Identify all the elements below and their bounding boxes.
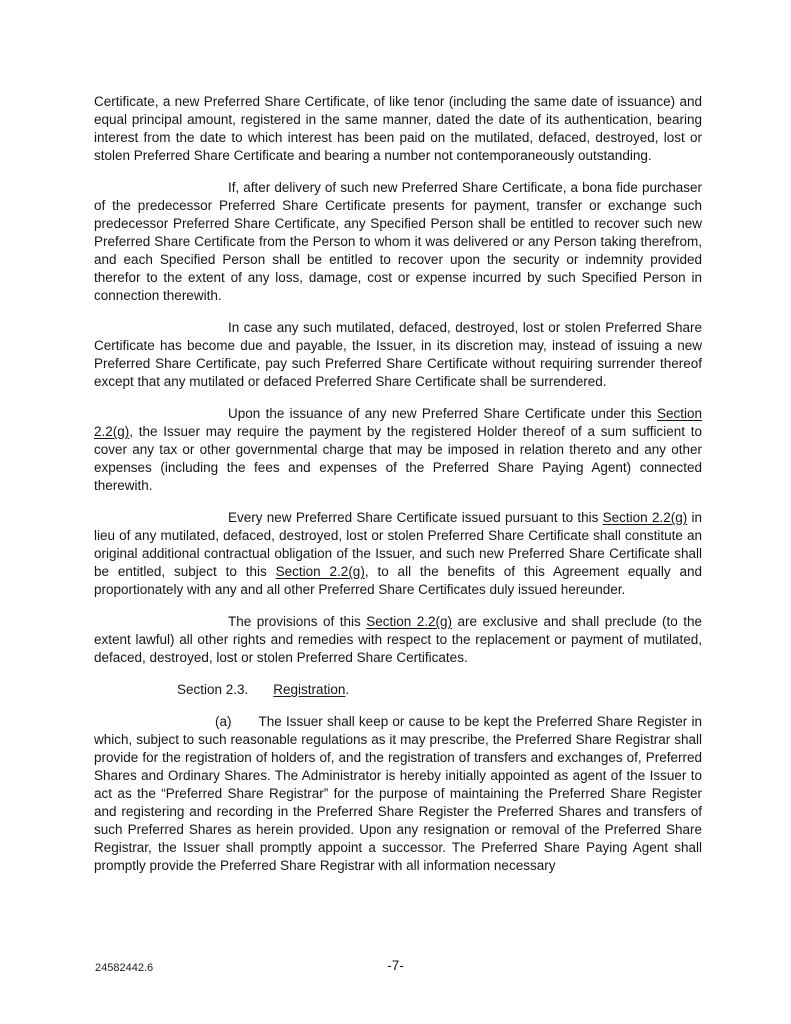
paragraph-text: , the Issuer may require the payment by the registered Holder thereof of a sum sufficient to cover any tax or other governmental charge that may be imposed in relation thereto and any other expenses (including the fees and expenses of the Preferred Share Paying Agent) connected therewith. [94, 424, 702, 493]
paragraph-a-registration [94, 713, 702, 875]
paragraph-text: in lieu of any mutilated, defaced, destroyed, lost or stolen Preferred Share Certificate shall constitute an original additional contractual obligation of the Issuer, and such new Preferred Share Certificate shall be entitled, subject to this [94, 510, 702, 579]
section-reference: Section 2.2(g) [366, 614, 453, 629]
page-footer [0, 958, 791, 978]
section-heading-number: Section 2.3. [177, 682, 249, 697]
paragraph-contractual-obligation [94, 509, 702, 599]
paragraph-text: Certificate, a new Preferred Share Certificate, of like tenor (including the same date of issuance) and equal principal amount, registered in the same manner, dated the date of its authentication, bearing interest from the date to which interest has been paid on the mutilated, defaced, destroyed, lost or stolen Preferred Share Certificate and bearing a number not contemporaneously outstanding. [94, 94, 702, 163]
subsection-label: (a) [215, 714, 232, 729]
paragraph-text: In case any such mutilated, defaced, destroyed, lost or stolen Preferred Share Certificate has become due and payable, the Issuer, in its discretion may, instead of issuing a new Preferred Share Certificate, pay such Preferred Share Certificate without requiring surrender thereof except that any mutilated or defaced Preferred Share Certificate shall be surrendered. [94, 320, 702, 389]
section-heading-title: Registration [273, 682, 346, 697]
paragraph-text: If, after delivery of such new Preferred Share Certificate, a bona fide purchaser of the predecessor Preferred Share Certificate presents for payment, transfer or exchange such predecessor Preferred Share Certificate, any Specified Person shall be entitled to recover such new Preferred Share Certificate from the Person to whom it was delivered or any Person taking therefrom, and each Specified Person shall be entitled to recover upon the security or indemnity provided therefor to the extent of any loss, damage, cost or expense incurred by such Specified Person in connection therewith. [94, 180, 702, 303]
document-number: 24582442.6 [95, 962, 154, 974]
section-reference: Section 2.2(g) [94, 406, 702, 439]
paragraph-continuation [94, 93, 702, 165]
paragraph-issuance-charges [94, 405, 702, 495]
document-body [94, 93, 702, 889]
paragraph-text: Upon the issuance of any new Preferred Share Certificate under this [228, 406, 657, 421]
paragraph-text: are exclusive and shall preclude (to the extent lawful) all other rights and remedies with respect to the replacement or payment of mutilated, defaced, destroyed, lost or stolen Preferred Share Certificates. [94, 614, 703, 665]
paragraph-exclusive-provisions [94, 613, 702, 667]
paragraph-text: Every new Preferred Share Certificate issued pursuant to this [228, 510, 603, 525]
section-reference: Section 2.2(g) [602, 510, 688, 525]
paragraph-text: , to all the benefits of this Agreement equally and proportionately with any and all other Preferred Share Certificates duly issued hereunder. [94, 564, 703, 597]
paragraph-due-and-payable [94, 319, 702, 391]
section-heading-period: . [345, 682, 350, 697]
section-heading [94, 681, 702, 699]
section-reference: Section 2.2(g) [275, 564, 365, 579]
page-number: -7- [387, 958, 404, 973]
paragraph-text: The Issuer shall keep or cause to be kept the Preferred Share Register in which, subject to such reasonable regulations as it may prescribe, the Preferred Share Registrar shall provide for the registration of holders of, and the registration of transfers and exchanges of, Preferred Shares and Ordinary Shares. The Administrator is hereby initially appointed as agent of the Issuer to act as the “Preferred Share Registrar” for the purpose of maintaining the Preferred Share Register and registering and recording in the Preferred Share Register the Preferred Shares and transfers of such Preferred Shares as herein provided. Upon any resignation or removal of the Preferred Share Registrar, the Issuer shall promptly appoint a successor. The Preferred Share Paying Agent shall promptly provide the Preferred Share Registrar with all information necessary [94, 714, 702, 873]
paragraph-bona-fide-purchaser [94, 179, 702, 305]
paragraph-text: The provisions of this [228, 614, 367, 629]
